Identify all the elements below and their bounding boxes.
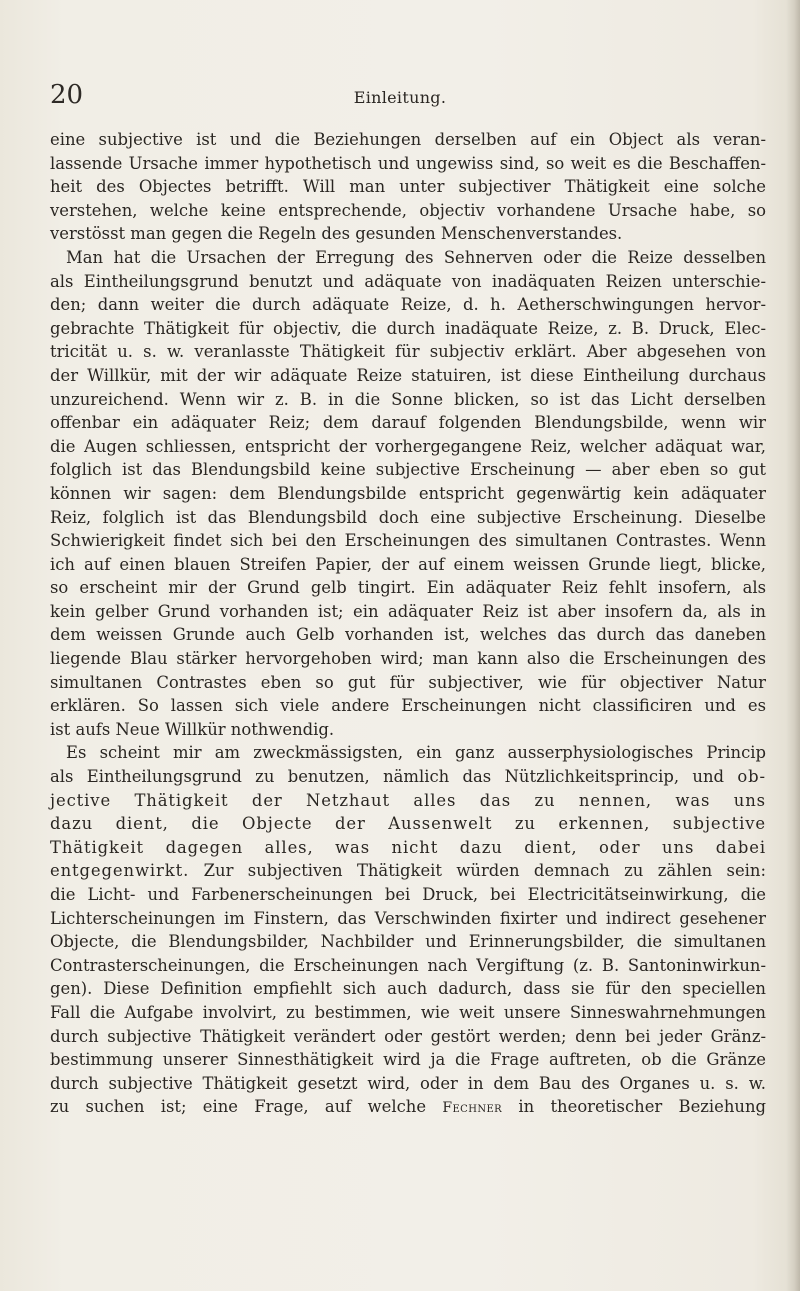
text-line: den; dann weiter die durch adäquate Reize, d. h. Aetherschwingungen hervor- — [50, 295, 766, 315]
text-line: verstösst man gegen die Regeln des gesunden Menschenverstandes. — [50, 224, 623, 244]
text-line — [50, 1095, 766, 1119]
text-line: liegende Blau stärker hervorgehoben wird; man kann also die Erscheinungen des — [50, 649, 766, 669]
text-line: eine subjective ist und die Beziehungen derselben auf ein Object als veran- — [50, 130, 766, 149]
author-name: Fechner — [442, 1100, 503, 1117]
text-line: können wir sagen: dem Blendungsbilde entspricht gegenwärtig kein adäquater — [50, 483, 766, 503]
running-head: Einleitung. — [353, 88, 447, 107]
body-text — [50, 128, 766, 1119]
text-line: dem weissen Grunde auch Gelb vorhanden ist, welches das durch das daneben — [50, 625, 766, 645]
text-run: zu suchen ist; eine Frage, auf welche — [50, 1097, 427, 1117]
text-line: tricität u. s. w. veranlasste Thätigkeit für subjectiv erklärt. Aber abgesehen von — [50, 342, 766, 362]
text-run: Zur subjectiven Thätigkeit würden demnach zu zählen sein: — [203, 861, 766, 881]
text-line: als Eintheilungsgrund benutzt und adäquate von inadäquaten Reizen unterschie- — [50, 271, 766, 291]
text-line: unzureichend. Wenn wir z. B. in die Sonne blicken, so ist das Licht derselben — [50, 389, 766, 409]
emphasis-text: entgegenwirkt. — [50, 861, 190, 881]
text-line: verstehen, welche keine entsprechende, objectiv vorhandene Ursache habe, so — [50, 200, 766, 220]
text-line: gen). Diese Definition empfiehlt sich auch dadurch, dass sie für den speciellen — [50, 979, 766, 999]
text-line: Fall die Aufgabe involvirt, zu bestimmen, wie weit unsere Sinneswahrnehmungen — [50, 1002, 766, 1022]
text-line: lassende Ursache immer hypothetisch und ungewiss sind, so weit es die Beschaffen- — [50, 153, 766, 173]
emphasis-line: jective Thätigkeit der Netzhaut alles das zu nennen, was uns — [50, 790, 766, 810]
text-line: Reiz, folglich ist das Blendungsbild doch eine subjective Erscheinung. Dieselbe — [50, 507, 766, 527]
text-line: heit des Objectes betrifft. Will man unter subjectiver Thätigkeit eine solche — [50, 177, 766, 197]
text-line — [50, 765, 766, 789]
text-run: in theoretischer Beziehung — [518, 1097, 767, 1117]
text-line: gebrachte Thätigkeit für objectiv, die durch inadäquate Reize, z. B. Druck, Elec- — [50, 318, 766, 338]
text-line: die Augen schliessen, entspricht der vorhergegangene Reiz, welcher adäquat war, — [50, 436, 766, 456]
text-line: Objecte, die Blendungsbilder, Nachbilder und Erinnerungsbilder, die simultanen — [50, 932, 766, 952]
text-line: Schwierigkeit findet sich bei den Erscheinungen des simultanen Contrastes. Wenn — [50, 531, 766, 551]
text-line: Contrasterscheinungen, die Erscheinungen nach Vergiftung (z. B. Santoninwirkun- — [50, 955, 766, 975]
text-line: folglich ist das Blendungsbild keine subjective Erscheinung — aber eben so gut — [50, 460, 766, 480]
text-line: der Willkür, mit der wir adäquate Reize statuiren, ist diese Eintheilung durchaus — [50, 365, 766, 385]
text-line: durch subjective Thätigkeit gesetzt wird, oder in dem Bau des Organes u. s. w. — [50, 1073, 766, 1093]
text-run: als Eintheilungsgrund zu benutzen, nämlich das Nützlichkeitsprincip, und — [50, 767, 725, 787]
page-number: 20 — [50, 80, 84, 110]
text-line — [50, 859, 766, 883]
text-line: ist aufs Neue Willkür nothwendig. — [50, 719, 335, 739]
emphasis-line: dazu dient, die Objecte der Aussenwelt zu erkennen, subjective — [50, 814, 766, 834]
text-line: so erscheint mir der Grund gelb tingirt. Ein adäquater Reiz fehlt insofern, als — [50, 578, 766, 598]
text-line: die Licht- und Farbenerscheinungen bei Druck, bei Electricitätseinwirkung, die — [50, 885, 766, 904]
page-edge-shadow — [786, 0, 800, 1291]
text-line: erklären. So lassen sich viele andere Erscheinungen nicht classificiren und es — [50, 696, 766, 716]
text-line: kein gelber Grund vorhanden ist; ein adäquater Reiz ist aber insofern da, als in — [50, 601, 766, 621]
text-line: simultanen Contrastes eben so gut für subjectiver, wie für objectiver Natur — [50, 672, 766, 692]
text-line: Man hat die Ursachen der Erregung des Sehnerven oder die Reize desselben — [66, 247, 766, 267]
text-line: ich auf einen blauen Streifen Papier, der auf einem weissen Grunde liegt, blicke, — [50, 554, 766, 574]
text-line: offenbar ein adäquater Reiz; dem darauf folgenden Blendungsbilde, wenn wir — [50, 413, 766, 433]
text-line: bestimmung unserer Sinnesthätigkeit wird ja die Frage auftreten, ob die Gränze — [50, 1050, 766, 1070]
emphasis-text: ob- — [737, 767, 766, 787]
text-line: Lichterscheinungen im Finstern, das Verschwinden fixirter und indirect gesehener — [50, 908, 766, 928]
text-line: durch subjective Thätigkeit verändert oder gestört werden; denn bei jeder Gränz- — [50, 1026, 766, 1046]
text-line: Es scheint mir am zweckmässigsten, ein ganz ausserphysiologisches Princip — [66, 743, 766, 763]
emphasis-line: Thätigkeit dagegen alles, was nicht dazu dient, oder uns dabei — [50, 837, 766, 857]
